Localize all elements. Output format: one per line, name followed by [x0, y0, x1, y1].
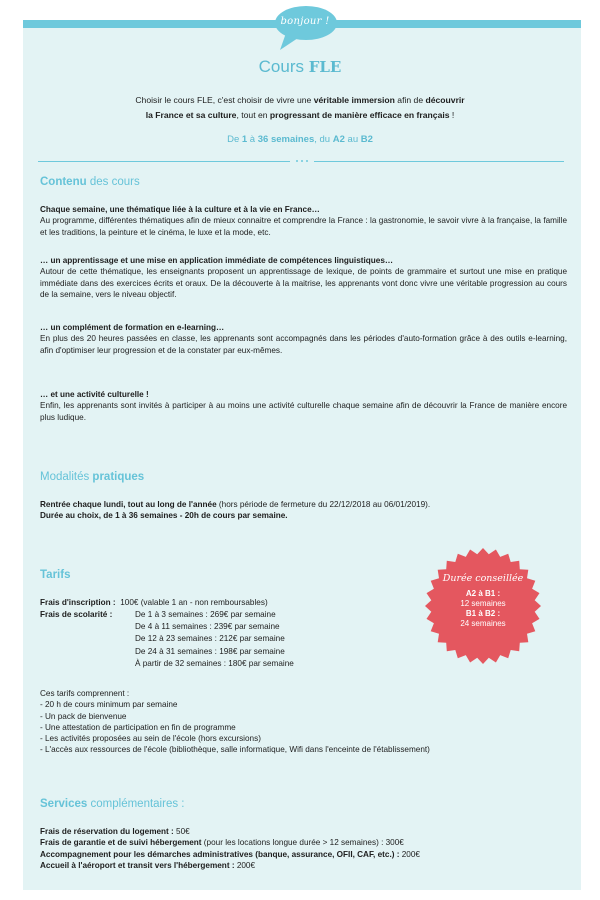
includes-item: - L'accès aux ressources de l'école (bibliothèque, salle informatique, Wifi dans l'enceinte de l'établissement): [40, 745, 430, 755]
service-value: 200€: [234, 860, 256, 870]
text-run: la France et sa culture: [145, 110, 237, 120]
includes-item: - Les activités proposées au sein de l'école (hors excursions): [40, 734, 261, 744]
section-lead: … un complément de formation en e-learning…: [40, 323, 225, 332]
inscription-label: Frais d'inscription :: [40, 598, 116, 607]
scolarite-label: Frais de scolarité :: [40, 610, 113, 619]
contenu-section-1: [40, 204, 567, 238]
intro-line-2: [0, 108, 600, 123]
text-run: B2: [360, 134, 373, 145]
scolarite-row: De 24 à 31 semaines : 198€ par semaine: [135, 646, 285, 656]
badge-line-1: [424, 589, 542, 599]
title-strong: FLE: [308, 58, 342, 76]
service-label: Frais de réservation du logement :: [40, 827, 174, 836]
scolarite-list: [135, 609, 294, 670]
heading-services: [40, 798, 184, 810]
includes-item: - 20 h de cours minimum par semaine: [40, 700, 178, 710]
includes-item: - Un pack de bienvenue: [40, 711, 127, 721]
section-divider: [38, 161, 564, 162]
section-text: Enfin, les apprenants sont invités à participer à au moins une activité culturelle chaque semaine afin de découvrir la France de manière encore plus ludique.: [40, 401, 567, 422]
intro-text: [0, 93, 600, 123]
service-value: (pour les locations longue durée > 12 semaines) : 300€: [201, 838, 404, 848]
scolarite-row: De 1 à 3 semaines : 269€ par semaine: [135, 610, 276, 619]
modalites-line-2: [40, 510, 567, 521]
text-run: véritable immersion: [313, 95, 395, 105]
text-run: découvrir: [425, 95, 465, 105]
badge-line-3-text: B1 à B2 :: [465, 609, 501, 618]
inscription-row: [40, 597, 268, 609]
heading-contenu-rest: des cours: [86, 176, 140, 188]
inscription-value: 100€ (valable 1 an - non remboursables): [120, 598, 268, 607]
bubble-text: bonjour !: [280, 16, 330, 27]
service-item: [40, 826, 420, 837]
contenu-section-2: [40, 255, 567, 300]
modalites-line-2-bold: Durée au choix, de 1 à 36 semaines - 20h de cours par semaine.: [40, 511, 288, 521]
heading-modalites-bold: pratiques: [92, 471, 145, 483]
scolarite-label-row: [40, 609, 112, 621]
section-text: Autour de cette thématique, les enseignants proposent un apprentissage de lexique, de points de grammaire et surtout une mise en pratique immédiate dans des exercices écrits et oraux. De la découverte à la maitrise, les apprenants vont donc vivre une véritable progression au cours de la semaine, vers le niveau objectif.: [40, 267, 567, 299]
text-run: afin de: [394, 95, 426, 105]
section-lead: … et une activité culturelle !: [40, 390, 149, 399]
duree-conseillee-badge: [424, 547, 542, 665]
badge-line-1-text: A2 à B1 :: [465, 589, 501, 598]
text-run: , du: [314, 134, 333, 145]
text-run: 36 semaines: [257, 134, 315, 145]
scolarite-row: De 4 à 11 semaines : 239€ par semaine: [135, 622, 280, 632]
service-label: Accompagnement pour les démarches administratives (banque, assurance, OFII, CAF, etc.) :: [40, 849, 400, 859]
badge-line-2: 12 semaines: [460, 599, 506, 608]
service-value: 200€: [399, 849, 420, 859]
text-run: !: [449, 110, 455, 120]
heading-modalites: [40, 471, 144, 483]
badge-line-3: [424, 609, 542, 619]
contenu-section-3: [40, 322, 567, 356]
section-lead: … un apprentissage et une mise en application immédiate de compétences linguistiques…: [40, 256, 394, 265]
includes-item: - Une attestation de participation en fin de programme: [40, 722, 236, 732]
includes-list: [40, 688, 430, 756]
service-item: [40, 849, 420, 860]
modalites-line-1-bold: Rentrée chaque lundi, tout au long de l'année: [40, 500, 217, 509]
text-run: Choisir le cours FLE, c'est choisir de vivre une: [135, 95, 314, 105]
heading-contenu: [40, 176, 140, 188]
text-run: à: [247, 134, 258, 145]
services-list: [40, 826, 420, 871]
heading-tarifs-text: Tarifs: [40, 569, 71, 581]
scolarite-row: À partir de 32 semaines : 180€ par semaine: [135, 658, 294, 668]
heading-modalites-light: Modalités: [40, 471, 93, 483]
section-text: En plus des 20 heures passées en classe, les apprenants sont accompagnés dans les périodes d'auto-formation grâce à des outils e-learning, afin d'optimiser leur progression et de la constater par eux-mêmes.: [40, 334, 567, 355]
scolarite-row: De 12 à 23 semaines : 212€ par semaine: [135, 634, 285, 644]
section-lead: Chaque semaine, une thématique liée à la culture et à la vie en France…: [40, 205, 320, 214]
modalites-text: [40, 499, 567, 522]
service-item: [40, 860, 420, 871]
speech-bubble-icon: [272, 3, 338, 53]
service-item: [40, 837, 420, 848]
badge-title: Durée conseillée: [442, 573, 524, 584]
badge-line-4: 24 semaines: [460, 619, 506, 628]
contenu-section-4: [40, 389, 567, 423]
service-label: Frais de garantie et de suivi hébergement: [40, 838, 202, 848]
text-run: 1: [241, 134, 248, 145]
intro-line-1: [0, 93, 600, 108]
text-run: , tout en: [236, 110, 270, 120]
modalites-line-1-rest: (hors période de fermeture du 22/12/2018 au 06/01/2019).: [216, 500, 431, 509]
text-run: progressant de manière efficace en français: [269, 110, 450, 120]
section-text: Au programme, différentes thématiques afin de mieux connaitre et comprendre la France : la gastronomie, le savoir vivre à la française, la famille et les traditions, la peinture et le cinéma, le luxe et la mode, etc.: [40, 216, 567, 237]
includes-title: Ces tarifs comprennent :: [40, 689, 130, 698]
content-panel: [23, 20, 581, 890]
duration-subtitle: [0, 134, 600, 145]
text-run: au: [344, 134, 361, 145]
heading-services-rest: complémentaires :: [87, 798, 185, 810]
text-run: A2: [332, 134, 345, 145]
heading-tarifs: [40, 569, 70, 581]
text-run: De: [227, 134, 242, 145]
modalites-line-1: [40, 499, 567, 510]
title-prefix: Cours: [258, 57, 309, 76]
heading-services-strong: Services: [40, 798, 88, 810]
service-value: 50€: [173, 827, 190, 836]
page-title: [0, 57, 600, 77]
heading-contenu-strong: Contenu: [40, 176, 87, 188]
service-label: Accueil à l'aéroport et transit vers l'hébergement :: [40, 860, 235, 870]
